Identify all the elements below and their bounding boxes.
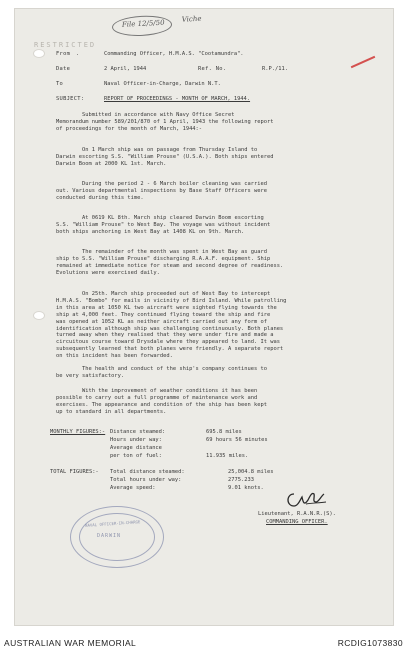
paragraph-3: During the period 2 - 6 March boiler cleaning was carried out. Various departmental inspections by Base Staff Officers were conducted during this time. xyxy=(56,181,267,201)
monthly-hours-label: Hours under way: xyxy=(110,437,162,443)
to-label: To xyxy=(56,81,64,87)
total-speed-value: 9.01 knots. xyxy=(228,485,264,491)
punch-hole-middle xyxy=(34,312,44,319)
archive-record-id: RCDIG1073830 xyxy=(337,638,403,648)
total-speed-label: Average speed: xyxy=(110,485,156,491)
punch-hole-top xyxy=(34,50,44,57)
monthly-distance-label: Distance steamed: xyxy=(110,429,166,435)
ref-value: R.P./11. xyxy=(262,66,288,72)
archive-caption-bar xyxy=(0,634,409,654)
document-sheet: File 12/5/50 Viche RESTRICTED From . Commanding Officer, H.M.A.S. "Cootamundra". Date 2 April, 1944 Ref. No. R.P./11. To Naval Officer-in-Charge, Darwin N.T. SUBJECT: REPORT OF PROCEEDINGS - MONTH OF MARCH, 1944. Submitted in accordance with Navy Office Secret Memorandum number 589/201/870 of 1 April, 1943 the following report of proceedings for the month of March, 1944:- On 1 March ship was on passage from Thursday Island to Darwin escorting S.S. "William Prouse" (U.S.A.). Both ships entered Darwin Boom at 2000 KL 1st. March. During the period 2 - 6 March boiler cleaning was carried out. Various departmental inspections by Base Staff Officers were conducted during this time. At 0619 KL 8th. March ship cleared Darwin Boom escorting S.S. "William Prouse" to West Bay. The voyage was without incident both ships anchoring in West Bay at 1408 KL on 9th. March. The remainder of the month was spent in West Bay as guard ship to S.S. "William Prouse" discharging R.A.A.F. equipment. Ship remained at immediate notice for steam and second degree of readiness. Evolutions were exercised daily. On 25th. March ship proceeded out of West Bay to intercept H.M.A.S. "Bombo" for mails in vicinity of Bird Island. While patrolling in this area at 1050 KL two aircraft were sighted flying towards the ship at 4,000 feet. They continued flying toward the ship and fire was opened at 1052 KL as neither aircraft carried out any form of identification although ship was challenging continuously. Both planes turned away when they realised that they were under fire and made a circuitous course toward Drysdale where they appeared to land. It was subsequently learned that both planes were friendly. A separate report on this incident has been forwarded. The health and conduct of the ship's company continues to be very satisfactory. With the improvement of weather conditions it has been possible to carry out a full programme of maintenance work and exercises. The appearance and condition of the ship has been kept up to standard in all departments. MONTHLY FIGURES:- Distance steamed: 695.8 miles Hours under way: 69 hours 56 minutes Average distance per ton of fuel: 11.935 miles. TOTAL FIGURES:- Total distance steamed: 25,004.8 miles Total hours under way: 2775.233 Average speed: 9.01 knots. Lieutenant, R.A.N.R.(S). COMMANDING OFFICER. NAVAL OFFICER-IN-CHARGE DARWIN xyxy=(14,8,394,626)
stamp-middle-text: DARWIN xyxy=(97,533,122,539)
monthly-average-value: 11.935 miles. xyxy=(206,453,249,459)
monthly-average-label-2: per ton of fuel: xyxy=(110,453,162,459)
naval-office-round-stamp xyxy=(70,506,164,568)
handwritten-signature xyxy=(284,488,330,512)
total-distance-label: Total distance steamed: xyxy=(110,469,185,475)
subject-label: SUBJECT: xyxy=(56,96,85,102)
from-value: Commanding Officer, H.M.A.S. "Cootamundra". xyxy=(104,51,244,57)
monthly-average-label-1: Average distance xyxy=(110,445,162,451)
paragraph-6: On 25th. March ship proceeded out of West Bay to intercept H.M.A.S. "Bombo" for mails in vicinity of Bird Island. While patrolling in this area at 1050 KL two aircraft were sighted flying towards the ship at 4,000 feet. They continued flying toward the ship and fire was opened at 1052 KL as neither aircraft carried out any form of identification although ship was challenging continuously. Both planes turned away when they realised that they were under fire and made a circuitous course toward Drysdale where they appeared to land. It was subsequently learned that both planes were friendly. A separate report on this incident has been forwarded. xyxy=(56,291,287,360)
total-hours-value: 2775.233 xyxy=(228,477,254,483)
signature-rank: Lieutenant, R.A.N.R.(S). xyxy=(258,511,336,517)
monthly-figures-label: MONTHLY FIGURES:- xyxy=(50,429,106,435)
restricted-stamp: RESTRICTED xyxy=(34,41,97,49)
monthly-hours-value: 69 hours 56 minutes xyxy=(206,437,268,443)
total-figures-label: TOTAL FIGURES:- xyxy=(50,469,99,475)
archive-name: AUSTRALIAN WAR MEMORIAL xyxy=(4,638,137,648)
date-label: Date xyxy=(56,66,71,72)
subject-value: REPORT OF PROCEEDINGS - MONTH OF MARCH, 1944. xyxy=(104,96,251,102)
paragraph-5: The remainder of the month was spent in West Bay as guard ship to S.S. "William Prouse" discharging R.A.A.F. equipment. Ship remained at immediate notice for steam and second degree of readiness. Evolutions were exercised daily. xyxy=(56,249,284,276)
paragraph-4: At 0619 KL 8th. March ship cleared Darwin Boom escorting S.S. "William Prouse" to West Bay. The voyage was without incident both ships anchoring in West Bay at 1408 KL on 9th. March. xyxy=(56,215,271,235)
total-hours-label: Total hours under way: xyxy=(110,477,182,483)
total-distance-value: 25,004.8 miles xyxy=(228,469,274,475)
red-pencil-mark xyxy=(351,56,376,68)
paragraph-1: Submitted in accordance with Navy Office Secret Memorandum number 589/201/870 of 1 April, 1943 the following report of proceedings for the month of March, 1944:- xyxy=(56,112,274,132)
from-label: From xyxy=(56,51,71,57)
ref-label: Ref. No. xyxy=(198,66,227,72)
file-note-text: File 12/5/50 xyxy=(121,18,165,29)
handwritten-file-note xyxy=(118,13,202,37)
paragraph-8: With the improvement of weather conditions it has been possible to carry out a full programme of maintenance work and exercises. The appearance and condition of the ship has been kept up to standard in all departments. xyxy=(56,388,267,415)
signature-title: COMMANDING OFFICER. xyxy=(266,519,328,525)
paragraph-2: On 1 March ship was on passage from Thursday Island to Darwin escorting S.S. "William Prouse" (U.S.A.). Both ships entered Darwin Boom at 2000 KL 1st. March. xyxy=(56,147,274,167)
date-value: 2 April, 1944 xyxy=(104,66,147,72)
to-value: Naval Officer-in-Charge, Darwin N.T. xyxy=(104,81,221,87)
monthly-distance-value: 695.8 miles xyxy=(206,429,242,435)
initials-text: Viche xyxy=(181,14,202,24)
paragraph-7: The health and conduct of the ship's company continues to be very satisfactory. xyxy=(56,366,267,379)
stamp-top-text: NAVAL OFFICER-IN-CHARGE xyxy=(84,519,141,528)
